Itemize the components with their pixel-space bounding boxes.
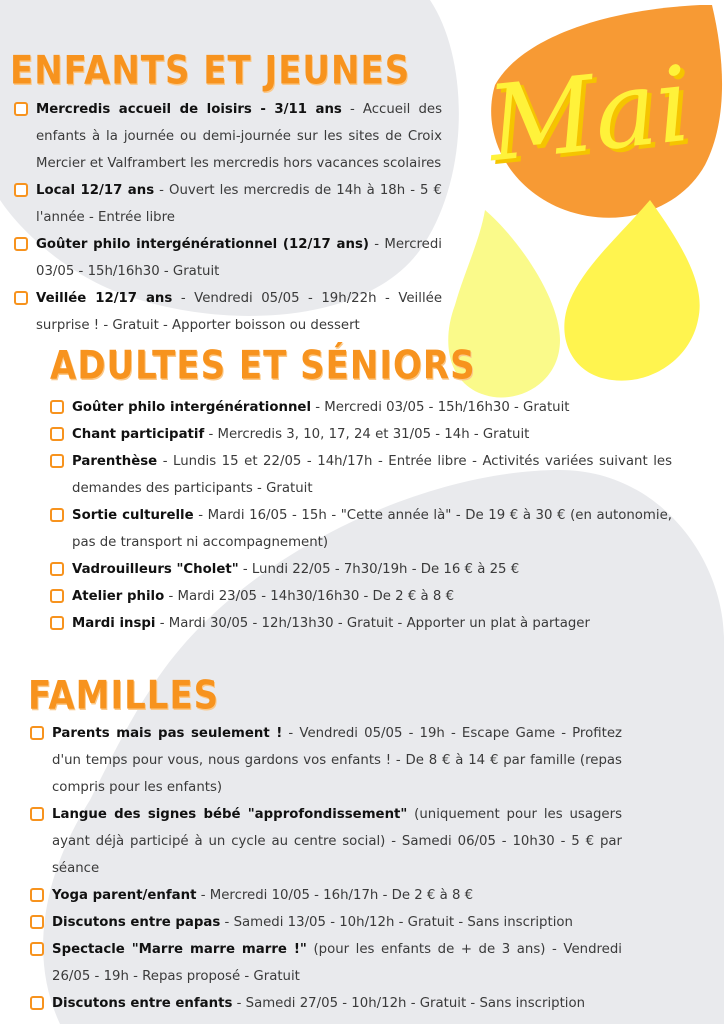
list-item <box>30 909 622 936</box>
month-title: Mai <box>482 42 696 186</box>
list-item <box>14 96 442 177</box>
item-details: - Mardi 30/05 - 12h/13h30 - Gratuit - Apporter un plat à partager <box>155 616 590 631</box>
item-title: Discutons entre papas <box>52 915 221 930</box>
item-title: Mardi inspi <box>72 616 156 631</box>
item-details: - Lundis 15 et 22/05 - 14h/17h - Entrée libre - Activités variées suivant les demandes des participants - Gratuit <box>72 454 672 496</box>
item-title: Chant participatif <box>72 427 205 442</box>
item-title: Local 12/17 ans <box>36 183 155 198</box>
item-title: Langue des signes bébé "approfondissement" <box>52 807 408 822</box>
item-details: - Vendredi 05/05 - 19h/22h - Veillée surprise ! - Gratuit - Apporter boisson ou dessert <box>36 291 443 333</box>
item-title: Spectacle "Marre marre marre !" <box>52 942 307 957</box>
item-details: - Mercredi 03/05 - 15h/16h30 - Gratuit <box>311 400 570 415</box>
list-enfants <box>14 96 442 339</box>
item-details: - Mardi 23/05 - 14h30/16h30 - De 2 € à 8 € <box>164 589 455 604</box>
list-item <box>14 177 442 231</box>
item-details: - Mercredis 3, 10, 17, 24 et 31/05 - 14h - Gratuit <box>204 427 530 442</box>
checkbox-icon[interactable] <box>50 508 64 522</box>
item-details: - Ouvert les mercredis de 14h à 18h - 5 € l'année - Entrée libre <box>36 183 442 225</box>
list-adultes <box>50 394 672 637</box>
checkbox-icon[interactable] <box>50 616 64 630</box>
section-title-familles: FAMILLES <box>28 673 220 719</box>
item-title: Vadrouilleurs "Cholet" <box>72 562 239 577</box>
list-item <box>50 583 672 610</box>
item-details: - Samedi 13/05 - 10h/12h - Gratuit - Sans inscription <box>220 915 573 930</box>
yellow-drop-large <box>564 200 699 381</box>
list-item <box>30 990 622 1017</box>
checkbox-icon[interactable] <box>30 915 44 929</box>
item-details: - Mercredi 10/05 - 16h/17h - De 2 € à 8 € <box>196 888 474 903</box>
item-details: - Accueil des enfants à la journée ou demi-journée sur les sites de Croix Mercier et Valframbert les mercredis hors vacances scolaires <box>36 102 442 171</box>
checkbox-icon[interactable] <box>30 996 44 1010</box>
item-title: Veillée 12/17 ans <box>36 291 173 306</box>
item-details: - Mardi 16/05 - 15h - "Cette année là" - De 19 € à 30 € (en autonomie, pas de transport ni accompagnement) <box>72 508 672 550</box>
checkbox-icon[interactable] <box>30 807 44 821</box>
item-details: - Vendredi 05/05 - 19h - Escape Game - Profitez d'un temps pour vous, nous gardons vos enfants ! - De 8 € à 14 € par famille (repas compris pour les enfants) <box>52 726 622 795</box>
item-details: - Mercredi 03/05 - 15h/16h30 - Gratuit <box>36 237 442 279</box>
section-title-adultes: ADULTES ET SÉNIORS <box>50 343 476 389</box>
section-title-enfants: ENFANTS ET JEUNES <box>10 48 411 94</box>
item-title: Goûter philo intergénérationnel (12/17 ans) <box>36 237 369 252</box>
list-item <box>50 502 672 556</box>
checkbox-icon[interactable] <box>30 888 44 902</box>
checkbox-icon[interactable] <box>14 237 28 251</box>
item-title: Goûter philo intergénérationnel <box>72 400 312 415</box>
list-familles <box>30 720 622 1017</box>
list-item <box>14 231 442 285</box>
item-details: (uniquement pour les usagers ayant déjà participé à un cycle au centre social) - Samedi 06/05 - 10h30 - 5 € par séance <box>52 807 622 876</box>
item-title: Yoga parent/enfant <box>52 888 197 903</box>
list-item <box>50 610 672 637</box>
checkbox-icon[interactable] <box>14 291 28 305</box>
checkbox-icon[interactable] <box>30 726 44 740</box>
checkbox-icon[interactable] <box>50 589 64 603</box>
checkbox-icon[interactable] <box>14 183 28 197</box>
item-title: Parenthèse <box>72 454 158 469</box>
list-item <box>14 285 442 339</box>
item-details: (pour les enfants de + de 3 ans) - Vendredi 26/05 - 19h - Repas proposé - Gratuit <box>52 942 623 984</box>
checkbox-icon[interactable] <box>30 942 44 956</box>
checkbox-icon[interactable] <box>50 454 64 468</box>
item-title: Discutons entre enfants <box>52 996 233 1011</box>
checkbox-icon[interactable] <box>50 400 64 414</box>
item-title: Parents mais pas seulement ! <box>52 726 283 741</box>
list-item <box>30 720 622 801</box>
list-item <box>30 936 622 990</box>
list-item <box>50 448 672 502</box>
item-title: Atelier philo <box>72 589 165 604</box>
list-item <box>50 421 672 448</box>
item-title: Sortie culturelle <box>72 508 194 523</box>
checkbox-icon[interactable] <box>50 427 64 441</box>
list-item <box>50 394 672 421</box>
checkbox-icon[interactable] <box>50 562 64 576</box>
list-item <box>30 882 622 909</box>
item-details: - Samedi 27/05 - 10h/12h - Gratuit - Sans inscription <box>232 996 586 1011</box>
checkbox-icon[interactable] <box>14 102 28 116</box>
item-details: - Lundi 22/05 - 7h30/19h - De 16 € à 25 € <box>238 562 520 577</box>
list-item <box>30 801 622 882</box>
list-item <box>50 556 672 583</box>
item-title: Mercredis accueil de loisirs - 3/11 ans <box>36 102 342 117</box>
